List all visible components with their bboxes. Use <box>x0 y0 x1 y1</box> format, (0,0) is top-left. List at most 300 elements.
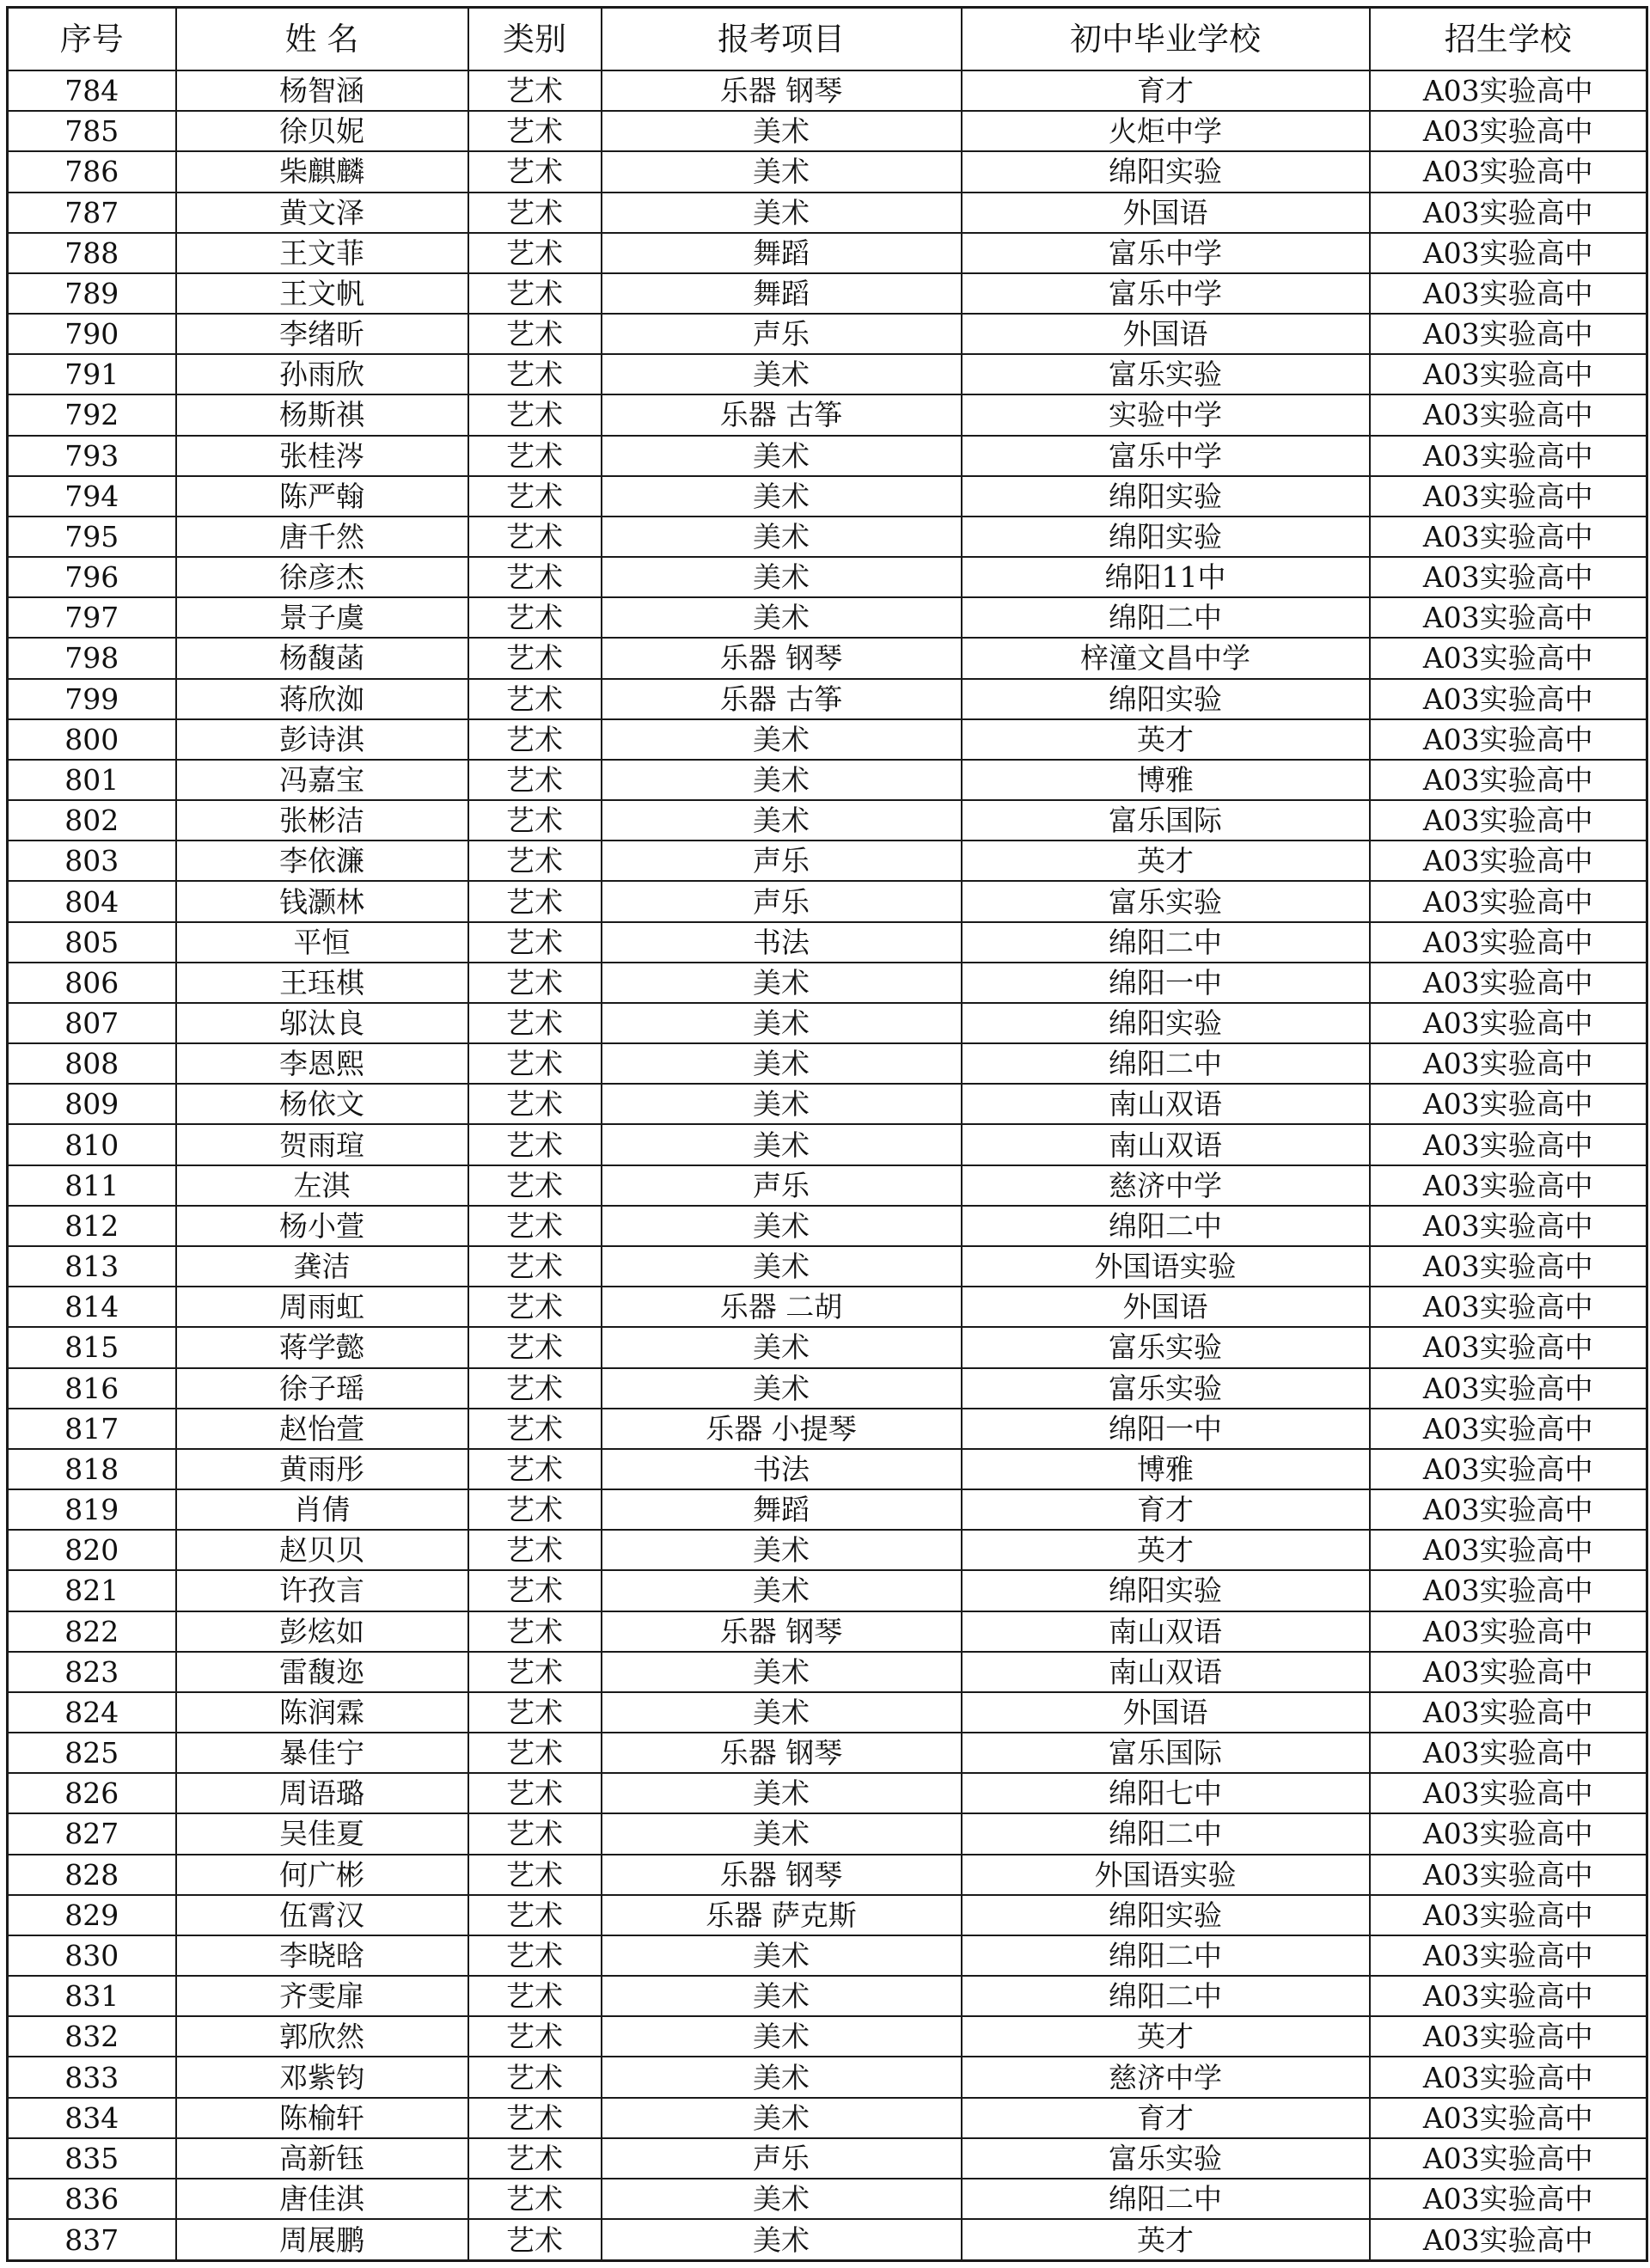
exam-subject-cell: 美术 <box>602 1003 962 1043</box>
serial-number-cell: 802 <box>8 800 176 841</box>
admitting-school-cell: A03实验高中 <box>1370 1570 1647 1611</box>
name-cell: 张桂涔 <box>176 436 468 476</box>
table-row <box>8 1449 1647 1489</box>
table-row <box>8 2179 1647 2219</box>
category-cell: 艺术 <box>468 1409 602 1449</box>
middle-school-cell: 绵阳实验 <box>962 1003 1370 1043</box>
category-cell: 艺术 <box>468 800 602 841</box>
category-cell: 艺术 <box>468 436 602 476</box>
name-cell: 吴佳夏 <box>176 1813 468 1854</box>
serial-number-cell: 786 <box>8 151 176 192</box>
name-cell: 高新钰 <box>176 2138 468 2179</box>
admitting-school-cell: A03实验高中 <box>1370 597 1647 638</box>
table-row <box>8 2098 1647 2138</box>
name-cell: 李依濂 <box>176 841 468 881</box>
middle-school-cell: 绵阳二中 <box>962 2179 1370 2219</box>
middle-school-cell: 富乐国际 <box>962 1733 1370 1773</box>
serial-number-cell: 823 <box>8 1652 176 1692</box>
admitting-school-cell: A03实验高中 <box>1370 1813 1647 1854</box>
middle-school-cell: 慈济中学 <box>962 2057 1370 2097</box>
name-cell: 平恒 <box>176 922 468 963</box>
category-cell: 艺术 <box>468 1287 602 1327</box>
middle-school-cell: 外国语 <box>962 1692 1370 1733</box>
table-row <box>8 2138 1647 2179</box>
exam-subject-cell: 美术 <box>602 1570 962 1611</box>
name-cell: 蒋学懿 <box>176 1327 468 1367</box>
table-row <box>8 436 1647 476</box>
admitting-school-cell: A03实验高中 <box>1370 1773 1647 1813</box>
admitting-school-cell: A03实验高中 <box>1370 800 1647 841</box>
middle-school-cell: 外国语 <box>962 193 1370 233</box>
exam-subject-cell: 声乐 <box>602 881 962 921</box>
admitting-school-cell: A03实验高中 <box>1370 1611 1647 1652</box>
serial-number-cell: 814 <box>8 1287 176 1327</box>
exam-subject-cell: 美术 <box>602 1530 962 1570</box>
category-cell: 艺术 <box>468 2138 602 2179</box>
middle-school-cell: 外国语 <box>962 314 1370 354</box>
category-cell: 艺术 <box>468 1368 602 1409</box>
middle-school-cell: 博雅 <box>962 1449 1370 1489</box>
table-row <box>8 1043 1647 1084</box>
category-cell: 艺术 <box>468 354 602 394</box>
name-cell: 周展鹏 <box>176 2219 468 2260</box>
category-cell: 艺术 <box>468 963 602 1003</box>
exam-subject-cell: 美术 <box>602 1692 962 1733</box>
exam-subject-cell: 美术 <box>602 557 962 597</box>
category-cell: 艺术 <box>468 394 602 435</box>
table-row <box>8 638 1647 678</box>
exam-subject-cell: 声乐 <box>602 314 962 354</box>
category-cell: 艺术 <box>468 111 602 151</box>
table-row <box>8 922 1647 963</box>
table-row <box>8 314 1647 354</box>
category-cell: 艺术 <box>468 1043 602 1084</box>
table-row <box>8 70 1647 111</box>
exam-subject-cell: 美术 <box>602 1084 962 1124</box>
admitting-school-cell: A03实验高中 <box>1370 1855 1647 1895</box>
middle-school-cell: 英才 <box>962 1530 1370 1570</box>
serial-number-cell: 795 <box>8 517 176 557</box>
middle-school-cell: 绵阳二中 <box>962 1976 1370 2016</box>
table-row <box>8 963 1647 1003</box>
exam-subject-cell: 书法 <box>602 922 962 963</box>
category-cell: 艺术 <box>468 1855 602 1895</box>
category-cell: 艺术 <box>468 193 602 233</box>
category-cell: 艺术 <box>468 760 602 800</box>
category-cell: 艺术 <box>468 1652 602 1692</box>
admitting-school-cell: A03实验高中 <box>1370 638 1647 678</box>
serial-number-cell: 816 <box>8 1368 176 1409</box>
middle-school-cell: 富乐实验 <box>962 2138 1370 2179</box>
category-cell: 艺术 <box>468 476 602 517</box>
admitting-school-cell: A03实验高中 <box>1370 314 1647 354</box>
name-cell: 王文菲 <box>176 233 468 273</box>
category-cell: 艺术 <box>468 1165 602 1206</box>
admitting-school-cell: A03实验高中 <box>1370 841 1647 881</box>
name-cell: 赵贝贝 <box>176 1530 468 1570</box>
serial-number-cell: 803 <box>8 841 176 881</box>
category-cell: 艺术 <box>468 557 602 597</box>
middle-school-cell: 富乐中学 <box>962 436 1370 476</box>
name-cell: 齐雯扉 <box>176 1976 468 2016</box>
enrollment-table <box>6 6 1648 2262</box>
serial-number-cell: 832 <box>8 2016 176 2057</box>
name-cell: 陈严翰 <box>176 476 468 517</box>
name-cell: 杨小萱 <box>176 1206 468 1246</box>
exam-subject-cell: 乐器 二胡 <box>602 1287 962 1327</box>
name-cell: 徐贝妮 <box>176 111 468 151</box>
serial-number-cell: 826 <box>8 1773 176 1813</box>
category-cell: 艺术 <box>468 2098 602 2138</box>
table-row <box>8 1084 1647 1124</box>
admitting-school-cell: A03实验高中 <box>1370 1003 1647 1043</box>
admitting-school-cell: A03实验高中 <box>1370 1652 1647 1692</box>
admitting-school-cell: A03实验高中 <box>1370 881 1647 921</box>
table-row <box>8 193 1647 233</box>
name-cell: 杨智涵 <box>176 70 468 111</box>
exam-subject-cell: 舞蹈 <box>602 1489 962 1530</box>
exam-subject-cell: 美术 <box>602 1976 962 2016</box>
serial-number-cell: 790 <box>8 314 176 354</box>
table-row <box>8 679 1647 719</box>
admitting-school-cell: A03实验高中 <box>1370 1368 1647 1409</box>
name-cell: 龚洁 <box>176 1246 468 1287</box>
serial-number-cell: 809 <box>8 1084 176 1124</box>
exam-subject-cell: 美术 <box>602 1813 962 1854</box>
middle-school-cell: 富乐实验 <box>962 354 1370 394</box>
admitting-school-cell: A03实验高中 <box>1370 151 1647 192</box>
name-cell: 唐千然 <box>176 517 468 557</box>
middle-school-cell: 富乐中学 <box>962 273 1370 314</box>
table-body <box>8 70 1647 2261</box>
exam-subject-cell: 美术 <box>602 1124 962 1165</box>
serial-number-cell: 824 <box>8 1692 176 1733</box>
serial-number-cell: 805 <box>8 922 176 963</box>
middle-school-cell: 绵阳一中 <box>962 1409 1370 1449</box>
middle-school-cell: 外国语实验 <box>962 1246 1370 1287</box>
name-cell: 张彬洁 <box>176 800 468 841</box>
category-cell: 艺术 <box>468 597 602 638</box>
name-cell: 郭欣然 <box>176 2016 468 2057</box>
category-cell: 艺术 <box>468 638 602 678</box>
table-row <box>8 1003 1647 1043</box>
admitting-school-cell: A03实验高中 <box>1370 1409 1647 1449</box>
exam-subject-cell: 美术 <box>602 436 962 476</box>
middle-school-cell: 富乐实验 <box>962 881 1370 921</box>
serial-number-cell: 835 <box>8 2138 176 2179</box>
middle-school-cell: 绵阳实验 <box>962 476 1370 517</box>
exam-subject-cell: 乐器 萨克斯 <box>602 1895 962 1935</box>
exam-subject-cell: 乐器 钢琴 <box>602 638 962 678</box>
table-row <box>8 881 1647 921</box>
exam-subject-cell: 乐器 钢琴 <box>602 70 962 111</box>
exam-subject-cell: 美术 <box>602 111 962 151</box>
category-cell: 艺术 <box>468 719 602 760</box>
serial-number-cell: 819 <box>8 1489 176 1530</box>
name-cell: 彭炫如 <box>176 1611 468 1652</box>
table-row <box>8 394 1647 435</box>
name-cell: 雷馥迩 <box>176 1652 468 1692</box>
exam-subject-cell: 美术 <box>602 2016 962 2057</box>
category-cell: 艺术 <box>468 1733 602 1773</box>
serial-number-cell: 829 <box>8 1895 176 1935</box>
middle-school-cell: 绵阳实验 <box>962 1895 1370 1935</box>
serial-number-cell: 833 <box>8 2057 176 2097</box>
exam-subject-cell: 美术 <box>602 963 962 1003</box>
category-cell: 艺术 <box>468 1773 602 1813</box>
middle-school-cell: 绵阳实验 <box>962 679 1370 719</box>
exam-subject-cell: 声乐 <box>602 2138 962 2179</box>
category-cell: 艺术 <box>468 1611 602 1652</box>
admitting-school-cell: A03实验高中 <box>1370 1246 1647 1287</box>
table-row <box>8 1124 1647 1165</box>
table-row <box>8 1976 1647 2016</box>
middle-school-cell: 绵阳二中 <box>962 1043 1370 1084</box>
table-row <box>8 760 1647 800</box>
exam-subject-cell: 舞蹈 <box>602 233 962 273</box>
category-cell: 艺术 <box>468 1003 602 1043</box>
middle-school-cell: 绵阳二中 <box>962 1206 1370 1246</box>
admitting-school-cell: A03实验高中 <box>1370 1530 1647 1570</box>
serial-number-cell: 834 <box>8 2098 176 2138</box>
admitting-school-cell: A03实验高中 <box>1370 394 1647 435</box>
table-row <box>8 1692 1647 1733</box>
serial-number-cell: 811 <box>8 1165 176 1206</box>
exam-subject-cell: 美术 <box>602 193 962 233</box>
exam-subject-cell: 美术 <box>602 1043 962 1084</box>
admitting-school-cell: A03实验高中 <box>1370 354 1647 394</box>
category-cell: 艺术 <box>468 1530 602 1570</box>
serial-number-cell: 825 <box>8 1733 176 1773</box>
name-cell: 孙雨欣 <box>176 354 468 394</box>
table-row <box>8 2016 1647 2057</box>
table-row <box>8 1368 1647 1409</box>
table-row <box>8 1813 1647 1854</box>
admitting-school-cell: A03实验高中 <box>1370 679 1647 719</box>
serial-number-cell: 828 <box>8 1855 176 1895</box>
admitting-school-cell: A03实验高中 <box>1370 719 1647 760</box>
category-cell: 艺术 <box>468 881 602 921</box>
table-row <box>8 273 1647 314</box>
table-row <box>8 597 1647 638</box>
name-cell: 黄文泽 <box>176 193 468 233</box>
name-cell: 王文帆 <box>176 273 468 314</box>
admitting-school-cell: A03实验高中 <box>1370 1327 1647 1367</box>
admitting-school-cell: A03实验高中 <box>1370 2179 1647 2219</box>
serial-number-cell: 836 <box>8 2179 176 2219</box>
serial-number-cell: 807 <box>8 1003 176 1043</box>
middle-school-cell: 英才 <box>962 2219 1370 2260</box>
middle-school-cell: 富乐国际 <box>962 800 1370 841</box>
name-cell: 暴佳宁 <box>176 1733 468 1773</box>
name-cell: 景子虞 <box>176 597 468 638</box>
middle-school-cell: 育才 <box>962 2098 1370 2138</box>
name-cell: 贺雨瑄 <box>176 1124 468 1165</box>
exam-subject-cell: 舞蹈 <box>602 273 962 314</box>
name-cell: 冯嘉宝 <box>176 760 468 800</box>
exam-subject-cell: 美术 <box>602 1368 962 1409</box>
table-row <box>8 557 1647 597</box>
name-cell: 钱灏林 <box>176 881 468 921</box>
name-cell: 赵怡萱 <box>176 1409 468 1449</box>
middle-school-cell: 英才 <box>962 841 1370 881</box>
name-cell: 肖倩 <box>176 1489 468 1530</box>
admitting-school-cell: A03实验高中 <box>1370 517 1647 557</box>
category-cell: 艺术 <box>468 1084 602 1124</box>
exam-subject-cell: 美术 <box>602 476 962 517</box>
category-cell: 艺术 <box>468 1246 602 1287</box>
exam-subject-cell: 声乐 <box>602 1165 962 1206</box>
name-cell: 陈润霖 <box>176 1692 468 1733</box>
exam-subject-cell: 美术 <box>602 151 962 192</box>
category-cell: 艺术 <box>468 1976 602 2016</box>
table-row <box>8 800 1647 841</box>
exam-subject-cell: 乐器 钢琴 <box>602 1733 962 1773</box>
category-cell: 艺术 <box>468 314 602 354</box>
name-cell: 杨依文 <box>176 1084 468 1124</box>
table-row <box>8 1287 1647 1327</box>
admitting-school-cell: A03实验高中 <box>1370 193 1647 233</box>
admitting-school-cell: A03实验高中 <box>1370 760 1647 800</box>
serial-number-cell: 793 <box>8 436 176 476</box>
exam-subject-cell: 书法 <box>602 1449 962 1489</box>
admitting-school-cell: A03实验高中 <box>1370 111 1647 151</box>
header-name: 姓 名 <box>176 8 468 71</box>
admitting-school-cell: A03实验高中 <box>1370 922 1647 963</box>
serial-number-cell: 784 <box>8 70 176 111</box>
exam-subject-cell: 乐器 钢琴 <box>602 1855 962 1895</box>
middle-school-cell: 绵阳二中 <box>962 1813 1370 1854</box>
table-row <box>8 1652 1647 1692</box>
category-cell: 艺术 <box>468 70 602 111</box>
table-row <box>8 1895 1647 1935</box>
table-row <box>8 1611 1647 1652</box>
table-row <box>8 2219 1647 2260</box>
table-row <box>8 517 1647 557</box>
serial-number-cell: 810 <box>8 1124 176 1165</box>
serial-number-cell: 804 <box>8 881 176 921</box>
middle-school-cell: 绵阳实验 <box>962 1570 1370 1611</box>
table-row <box>8 1246 1647 1287</box>
middle-school-cell: 富乐中学 <box>962 233 1370 273</box>
exam-subject-cell: 美术 <box>602 517 962 557</box>
table-header <box>8 8 1647 71</box>
category-cell: 艺术 <box>468 2179 602 2219</box>
name-cell: 左淇 <box>176 1165 468 1206</box>
serial-number-cell: 813 <box>8 1246 176 1287</box>
serial-number-cell: 785 <box>8 111 176 151</box>
admitting-school-cell: A03实验高中 <box>1370 557 1647 597</box>
category-cell: 艺术 <box>468 1449 602 1489</box>
admitting-school-cell: A03实验高中 <box>1370 1449 1647 1489</box>
category-cell: 艺术 <box>468 517 602 557</box>
serial-number-cell: 792 <box>8 394 176 435</box>
exam-subject-cell: 美术 <box>602 2098 962 2138</box>
exam-subject-cell: 美术 <box>602 2179 962 2219</box>
admitting-school-cell: A03实验高中 <box>1370 1692 1647 1733</box>
middle-school-cell: 富乐实验 <box>962 1327 1370 1367</box>
serial-number-cell: 812 <box>8 1206 176 1246</box>
header-admitting-school: 招生学校 <box>1370 8 1647 71</box>
serial-number-cell: 801 <box>8 760 176 800</box>
table-row <box>8 1206 1647 1246</box>
exam-subject-cell: 美术 <box>602 354 962 394</box>
category-cell: 艺术 <box>468 273 602 314</box>
middle-school-cell: 绵阳二中 <box>962 922 1370 963</box>
serial-number-cell: 827 <box>8 1813 176 1854</box>
name-cell: 李恩熙 <box>176 1043 468 1084</box>
category-cell: 艺术 <box>468 1895 602 1935</box>
middle-school-cell: 英才 <box>962 719 1370 760</box>
admitting-school-cell: A03实验高中 <box>1370 476 1647 517</box>
table-row <box>8 151 1647 192</box>
admitting-school-cell: A03实验高中 <box>1370 70 1647 111</box>
table-row <box>8 1327 1647 1367</box>
serial-number-cell: 837 <box>8 2219 176 2260</box>
table-row <box>8 2057 1647 2097</box>
admitting-school-cell: A03实验高中 <box>1370 2057 1647 2097</box>
exam-subject-cell: 美术 <box>602 1327 962 1367</box>
admitting-school-cell: A03实验高中 <box>1370 1489 1647 1530</box>
table-row <box>8 1935 1647 1976</box>
table-row <box>8 1773 1647 1813</box>
middle-school-cell: 南山双语 <box>962 1124 1370 1165</box>
middle-school-cell: 育才 <box>962 70 1370 111</box>
category-cell: 艺术 <box>468 922 602 963</box>
middle-school-cell: 梓潼文昌中学 <box>962 638 1370 678</box>
exam-subject-cell: 美术 <box>602 1773 962 1813</box>
serial-number-cell: 800 <box>8 719 176 760</box>
middle-school-cell: 绵阳七中 <box>962 1773 1370 1813</box>
serial-number-cell: 822 <box>8 1611 176 1652</box>
name-cell: 徐子瑶 <box>176 1368 468 1409</box>
name-cell: 邓紫钧 <box>176 2057 468 2097</box>
name-cell: 徐彦杰 <box>176 557 468 597</box>
serial-number-cell: 818 <box>8 1449 176 1489</box>
table-row <box>8 354 1647 394</box>
serial-number-cell: 820 <box>8 1530 176 1570</box>
header-middle-school: 初中毕业学校 <box>962 8 1370 71</box>
category-cell: 艺术 <box>468 1813 602 1854</box>
category-cell: 艺术 <box>468 2057 602 2097</box>
admitting-school-cell: A03实验高中 <box>1370 233 1647 273</box>
exam-subject-cell: 美术 <box>602 597 962 638</box>
category-cell: 艺术 <box>468 1206 602 1246</box>
serial-number-cell: 797 <box>8 597 176 638</box>
middle-school-cell: 火炬中学 <box>962 111 1370 151</box>
name-cell: 彭诗淇 <box>176 719 468 760</box>
name-cell: 陈榆轩 <box>176 2098 468 2138</box>
name-cell: 柴麒麟 <box>176 151 468 192</box>
header-category: 类别 <box>468 8 602 71</box>
serial-number-cell: 787 <box>8 193 176 233</box>
admitting-school-cell: A03实验高中 <box>1370 1206 1647 1246</box>
name-cell: 周雨虹 <box>176 1287 468 1327</box>
serial-number-cell: 806 <box>8 963 176 1003</box>
serial-number-cell: 808 <box>8 1043 176 1084</box>
name-cell: 许孜言 <box>176 1570 468 1611</box>
category-cell: 艺术 <box>468 1935 602 1976</box>
admitting-school-cell: A03实验高中 <box>1370 1733 1647 1773</box>
admitting-school-cell: A03实验高中 <box>1370 1935 1647 1976</box>
serial-number-cell: 796 <box>8 557 176 597</box>
table-row <box>8 1733 1647 1773</box>
middle-school-cell: 南山双语 <box>962 1652 1370 1692</box>
table-row <box>8 1570 1647 1611</box>
exam-subject-cell: 乐器 古筝 <box>602 679 962 719</box>
name-cell: 蒋欣洳 <box>176 679 468 719</box>
exam-subject-cell: 乐器 古筝 <box>602 394 962 435</box>
